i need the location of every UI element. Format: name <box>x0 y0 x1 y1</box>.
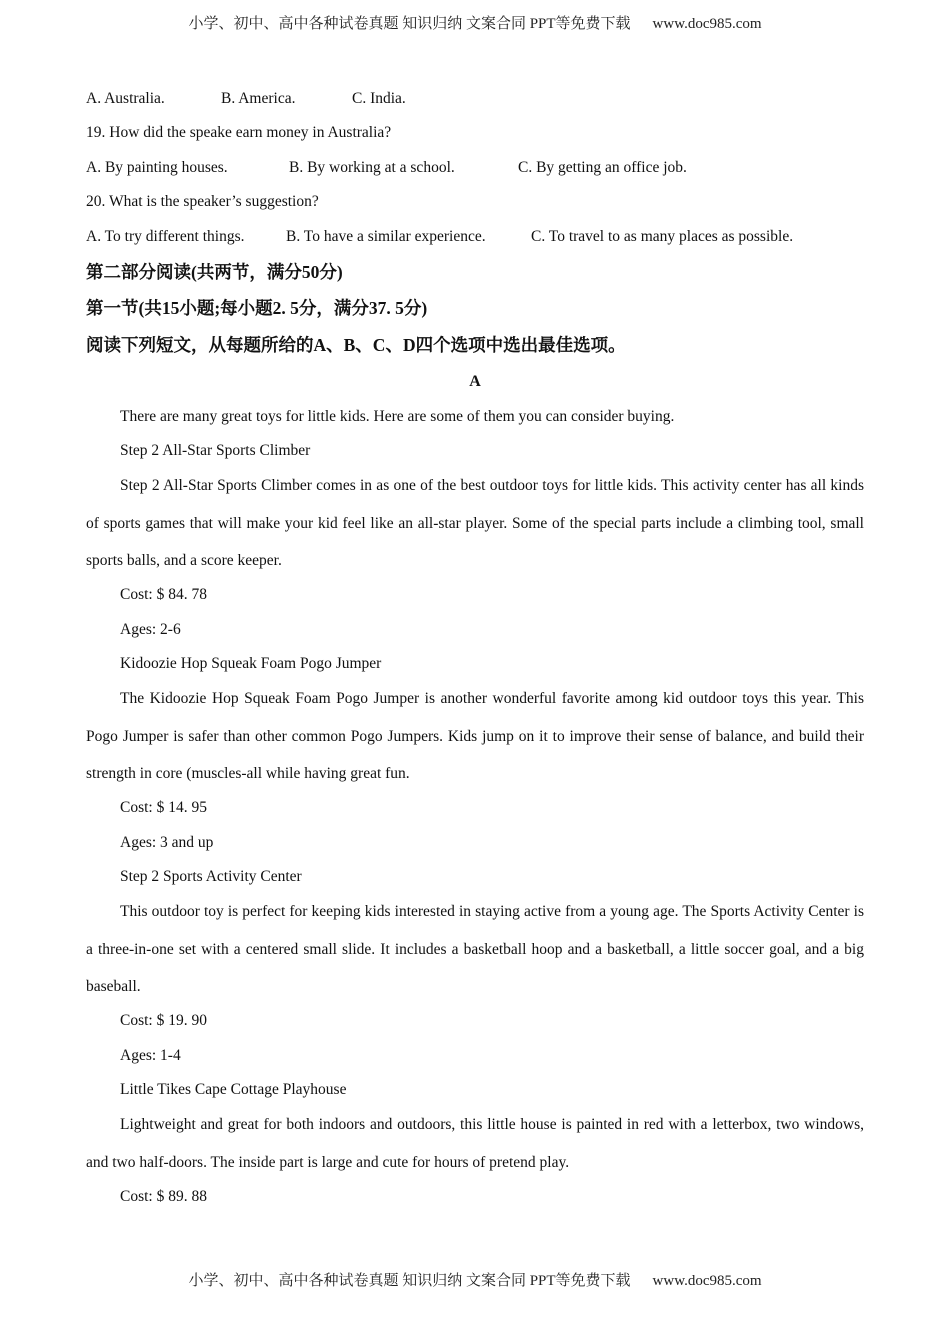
toy-1-cost: Cost: $ 84. 78 <box>120 586 207 603</box>
toy-4-name: Little Tikes Cape Cottage Playhouse <box>120 1081 347 1098</box>
q18-option-b: B. America. <box>221 90 296 107</box>
toy-3-name: Step 2 Sports Activity Center <box>120 868 302 885</box>
toy-2-description: The Kidoozie Hop Squeak Foam Pogo Jumper is another wonderful favorite among kid outdoor toys this year. This Pogo Jumper is safer than other common Pogo Jumpers. Kids jump on it to improve their sense of balance, and build their strength in core (muscles-all while having great fun. <box>86 690 864 782</box>
q18-option-a: A. Australia. <box>86 90 165 107</box>
toy-1-description: Step 2 All-Star Sports Climber comes in as one of the best outdoor toys for little kids. This activity center has all kinds of sports games that will make your kid feel like an all-star player. Some of the special parts include a climbing tool, small sports balls, and a score keeper. <box>86 477 864 569</box>
toy-3-cost: Cost: $ 19. 90 <box>120 1012 207 1029</box>
page-footer <box>0 1269 950 1290</box>
toy-1-name: Step 2 All-Star Sports Climber <box>120 442 311 459</box>
footer-text: 小学、初中、高中各种试卷真题 知识归纳 文案合同 PPT等免费下载 <box>188 1273 631 1289</box>
toy-4-description: Lightweight and great for both indoors and outdoors, this little house is painted in red with a letterbox, two windows, and two half-doors. The inside part is large and cute for hours of pretend play. <box>86 1116 864 1171</box>
q20-option-c: C. To travel to as many places as possible. <box>531 228 794 245</box>
passage-intro: There are many great toys for little kids. Here are some of them you can consider buying. <box>120 408 675 425</box>
toy-4-cost: Cost: $ 89. 88 <box>120 1188 207 1205</box>
q20-option-b: B. To have a similar experience. <box>286 228 486 245</box>
q19-question: 19. How did the speake earn money in Australia? <box>86 124 392 141</box>
header-text: 小学、初中、高中各种试卷真题 知识归纳 文案合同 PPT等免费下载 <box>188 16 631 32</box>
section-title: 第一节(共15小题;每小题2. 5分，满分37. 5分) <box>86 298 428 318</box>
header-site-link[interactable]: www.doc985.com <box>652 16 762 32</box>
q18-option-c: C. India. <box>352 90 406 107</box>
part-title: 第二部分阅读(共两节，满分50分) <box>86 262 343 282</box>
page-header <box>0 12 950 33</box>
q20-question: 20. What is the speaker’s suggestion? <box>86 193 319 210</box>
footer-site-link[interactable]: www.doc985.com <box>652 1273 762 1289</box>
toy-1-ages: Ages: 2-6 <box>120 621 181 638</box>
toy-3-ages: Ages: 1-4 <box>120 1047 181 1064</box>
toy-2-name: Kidoozie Hop Squeak Foam Pogo Jumper <box>120 655 382 672</box>
toy-3-description: This outdoor toy is perfect for keeping kids interested in staying active from a young age. The Sports Activity Center is a three-in-one set with a centered small slide. It includes a basketball hoop and a basketball, a little soccer goal, and a big baseball. <box>86 903 864 995</box>
instruction: 阅读下列短文，从每题所给的A、B、C、D四个选项中选出最佳选项。 <box>86 335 626 355</box>
toy-2-cost: Cost: $ 14. 95 <box>120 799 207 816</box>
passage-label: A <box>469 373 481 390</box>
q19-option-a: A. By painting houses. <box>86 159 228 176</box>
q19-option-b: B. By working at a school. <box>289 159 455 176</box>
q19-option-c: C. By getting an office job. <box>518 159 687 176</box>
toy-2-ages: Ages: 3 and up <box>120 834 214 851</box>
q20-option-a: A. To try different things. <box>86 228 245 245</box>
